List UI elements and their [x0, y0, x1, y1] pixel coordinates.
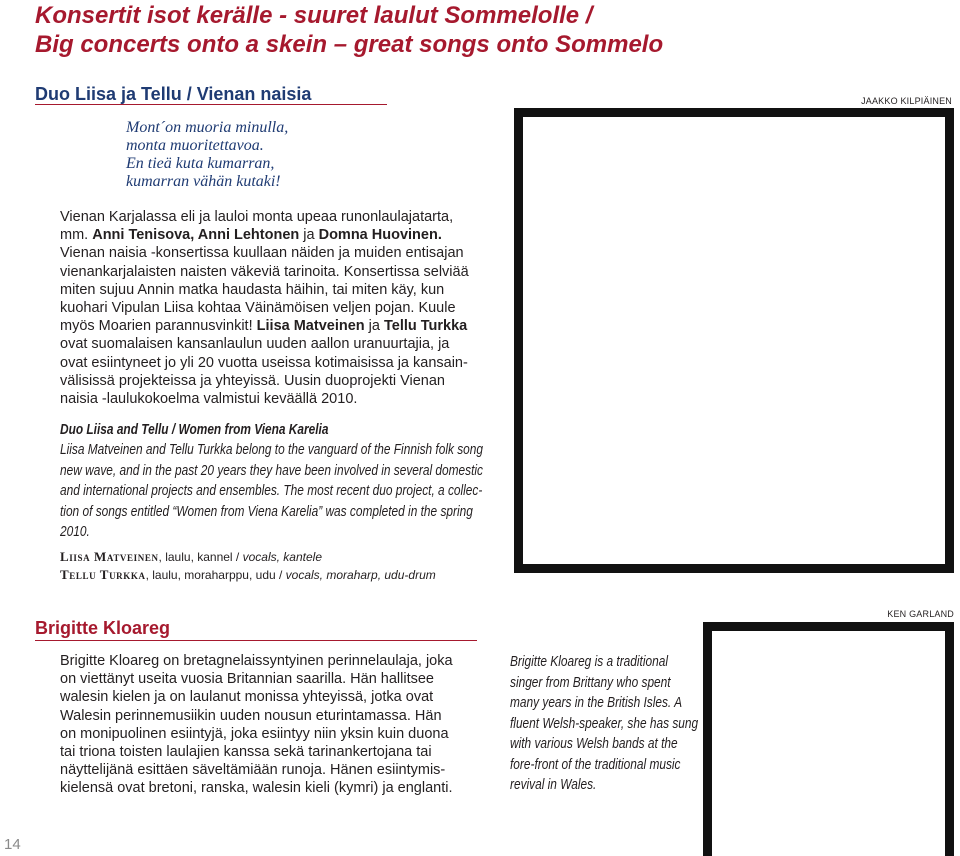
- text-line: kuohari Vipulan Liisa kohtaa Väinämöisen veljen pojan. Kuule: [60, 300, 456, 317]
- text-line: with various Welsh bands at the: [510, 736, 678, 752]
- text-line: vienankarjalaisten naisten väkeviä tarinoita. Konsertissa selviää: [60, 263, 469, 280]
- page-header-english: Big concerts onto a skein – great songs onto Sommelo: [35, 31, 664, 58]
- text-line: välisissä projekteissa ja yhteyissä. Uusin duoprojekti Vienan: [60, 372, 445, 389]
- english-title-duo: Duo Liisa and Tellu / Women from Viena Karelia: [60, 422, 329, 438]
- performer-name: Domna Huovinen.: [318, 227, 442, 244]
- text-line: ovat suomalaisen kansanlaulun uuden aallon uranuurtajia, ja: [60, 336, 450, 353]
- text-line: Brigitte Kloareg is a traditional: [510, 654, 668, 670]
- poem-line: monta muoritettavoa.: [126, 137, 264, 154]
- poem-line: kumarran vähän kutaki!: [126, 173, 281, 190]
- text-line: mm. Anni Tenisova, Anni Lehtonen ja Domna Huovinen.: [60, 227, 442, 244]
- page-number: 14: [4, 836, 21, 853]
- poem-line: Mont´on muoria minulla,: [126, 119, 289, 136]
- photo-credit-brigitte: KEN GARLAND: [887, 609, 954, 619]
- text-line: new wave, and in the past 20 years they have been involved in several domestic: [60, 462, 484, 479]
- text-line: ovat esiintyneet jo yli 20 vuotta useissa kotimaisissa ja kansain-: [60, 354, 468, 371]
- english-description-brigitte: [510, 652, 698, 796]
- photo-duo-placeholder: [514, 108, 954, 573]
- poem: [126, 119, 288, 191]
- page-header-finnish: Konsertit isot kerälle - suuret laulut Sommelolle /: [35, 2, 593, 29]
- text-line: näyttelijänä esittäen säveltämiään runoja. Hänen esiintymis-: [60, 762, 446, 779]
- text-line: Brigitte Kloareg on bretagnelaissyntyinen perinnelaulaja, joka: [60, 653, 453, 669]
- text-line: myös Moarien parannusvinkit! Liisa Matveinen ja Tellu Turkka: [60, 318, 468, 335]
- text-line: singer from Brittany who spent: [510, 674, 671, 691]
- finnish-description-duo: [60, 208, 469, 408]
- performer-names: Anni Tenisova, Anni Lehtonen: [92, 227, 300, 244]
- poem-line: En tieä kuta kumarran,: [126, 155, 275, 172]
- performer-name: Liisa Matveinen: [60, 549, 159, 564]
- text-line: fluent Welsh-speaker, she has sung: [510, 715, 699, 732]
- performer-name: Tellu Turkka: [60, 567, 146, 582]
- role-line: Liisa Matveinen, laulu, kannel / vocals, kantele: [60, 549, 322, 564]
- text-line: on monipuolinen esiintyjä, joka esiintyy niin yksin kuin duona: [60, 725, 449, 742]
- text-line: tion of songs entitled “Women from Viena Karelia” was completed in the spring: [60, 503, 473, 520]
- text-line: naisia -laulukokoelma valmistui keväällä 2010.: [60, 391, 358, 408]
- text-line: revival in Wales.: [510, 777, 597, 793]
- text-line: miten sujuu Annin matka haudasta häihin, tai miten käy, kun: [60, 281, 445, 298]
- text-line: Vienan Karjalassa eli ja lauloi monta upeaa runonlaulajatarta,: [60, 209, 454, 225]
- text-line: kielensä ovat bretoni, ranska, walesin kieli (kymri) ja englanti.: [60, 780, 453, 797]
- performer-name: Liisa Matveinen: [256, 318, 365, 335]
- text-line: Vienan naisia -konsertissa kuullaan näiden ja muiden entisajan: [60, 245, 464, 262]
- section-title-duo: Duo Liisa ja Tellu / Vienan naisia: [35, 84, 312, 104]
- english-description-duo: [60, 440, 483, 543]
- section-title-brigitte: Brigitte Kloareg: [35, 618, 171, 638]
- text-line: fore-front of the traditional music: [510, 756, 681, 773]
- role-line: Tellu Turkka, laulu, moraharppu, udu / vocals, moraharp, udu-drum: [60, 567, 436, 582]
- photo-brigitte-placeholder: [703, 622, 954, 856]
- text-line: many years in the British Isles. A: [510, 695, 683, 711]
- finnish-description-brigitte: [60, 652, 453, 798]
- text-line: 2010.: [60, 524, 90, 540]
- performer-roles: [60, 548, 436, 584]
- text-line: and international projects and ensembles. The most recent duo project, a collec-: [60, 483, 483, 499]
- text-line: tai triona toisten laulajien kanssa sekä tarinankertojana tai: [60, 744, 432, 761]
- section-title-rule: [35, 640, 477, 641]
- section-title-rule: [35, 104, 387, 105]
- text-line: walesin kielen ja on laulanut monissa yhteyissä, jotka ovat: [60, 689, 434, 706]
- performer-name: Tellu Turkka: [383, 318, 468, 335]
- text-line: Liisa Matveinen and Tellu Turkka belong to the vanguard of the Finnish folk song: [60, 442, 484, 458]
- photo-credit-duo: JAAKKO KILPIÄINEN: [861, 96, 952, 106]
- text-line: Walesin perinnemusiikin uuden nousun eturintamassa. Hän: [60, 707, 442, 724]
- text-line: on viettänyt useita vuosia Britannian saarilla. Hän hallitsee: [60, 671, 434, 688]
